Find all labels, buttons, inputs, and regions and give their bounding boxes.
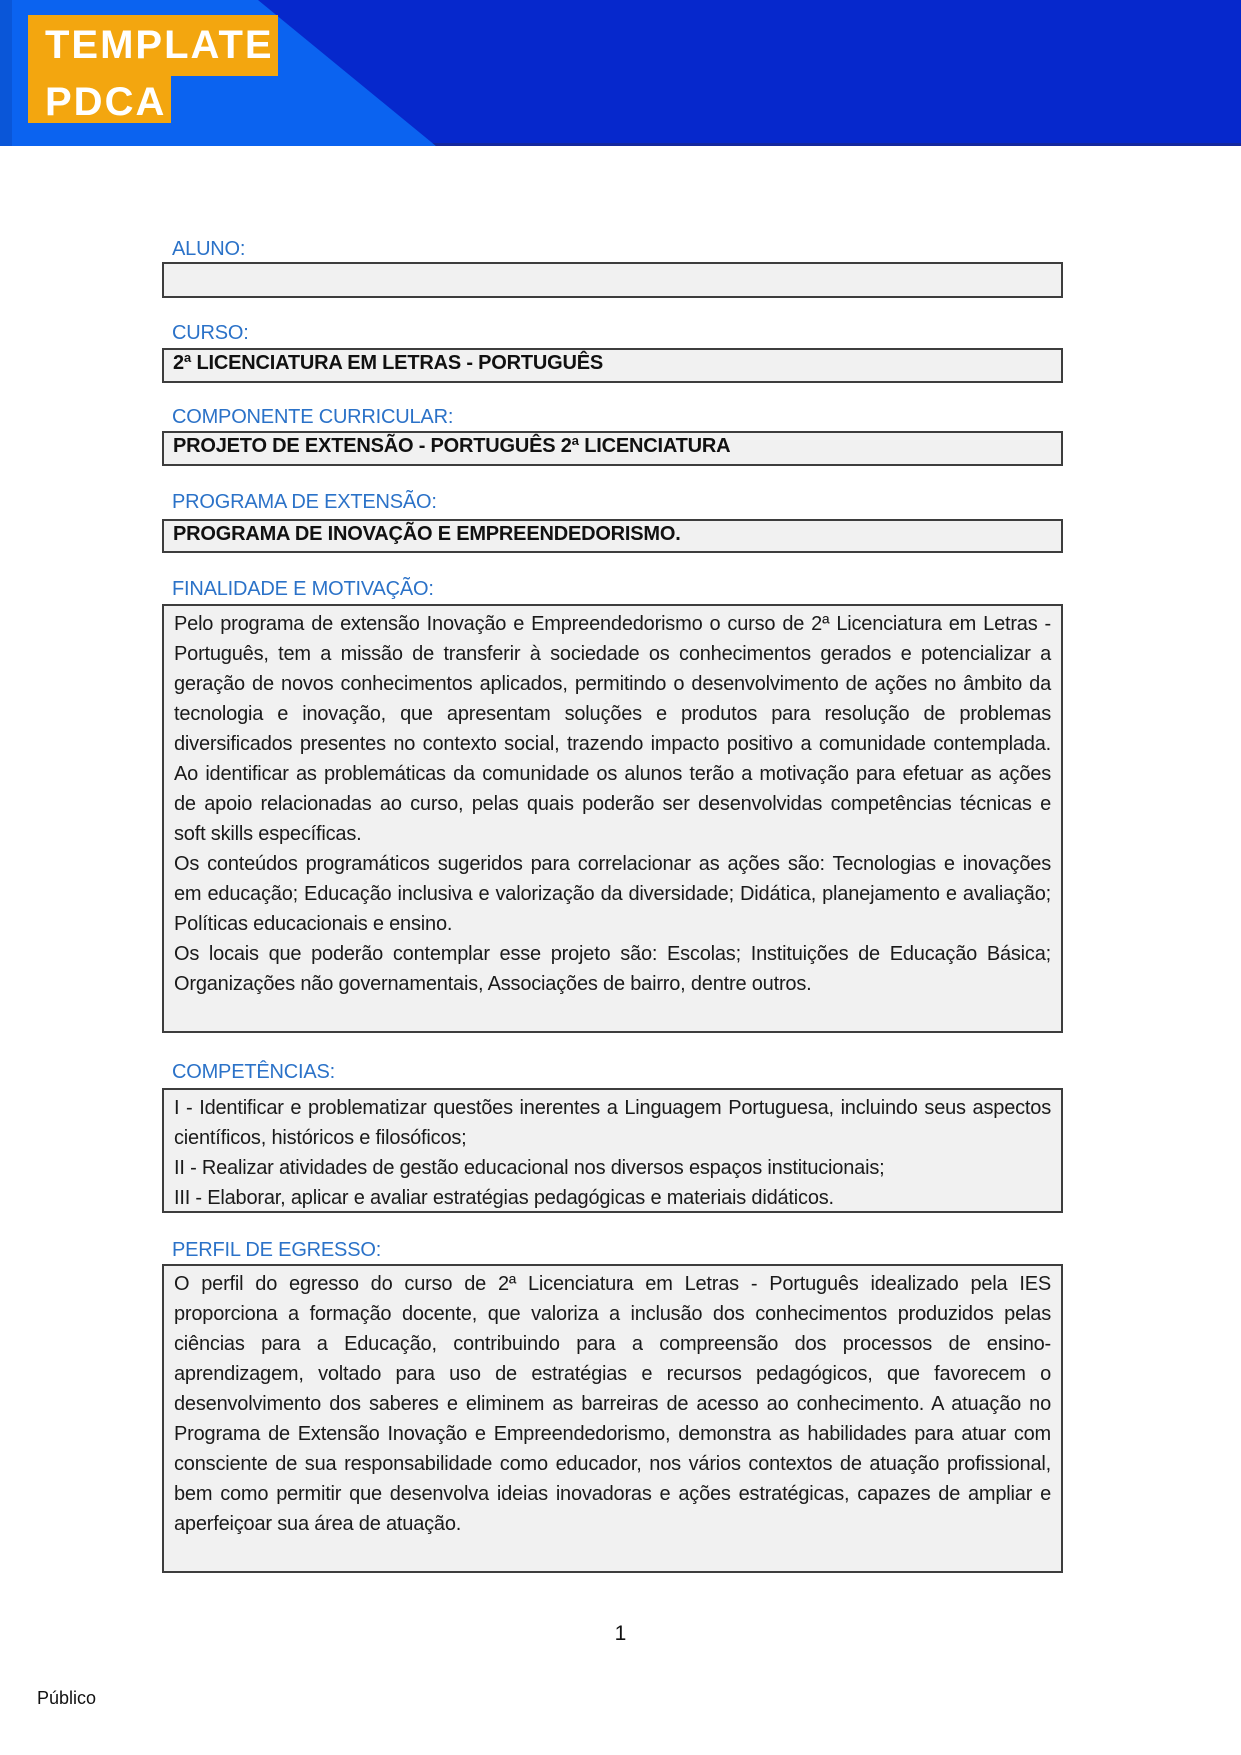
logo-text-pdca: PDCA [45, 80, 167, 124]
classification-label: Público [37, 1688, 97, 1708]
perfil-egresso-text-box[interactable] [162, 1264, 1063, 1573]
curso-label: CURSO: [172, 322, 249, 344]
finalidade-paragraph-2: Os conteúdos programáticos sugeridos para correlacionar as ações são: Tecnologias e inovações em educação; Educação inclusiva e valorização da diversidade; Didática, planejamento e avaliação; Políticas educacionais e ensino. [174, 853, 1051, 935]
finalidade-paragraph-3: Os locais que poderão contemplar esse projeto são: Escolas; Instituições de Educação Básica; Organizações não governamentais, Associações de bairro, dentre outros. [174, 943, 1051, 995]
aluno-label: ALUNO: [172, 238, 246, 260]
page-number: 1 [614, 1622, 627, 1645]
perfil-egresso-paragraph: O perfil do egresso do curso de 2ª Licenciatura em Letras - Português idealizado pela IES proporciona a formação docente, que valoriza a inclusão dos conhecimentos produzidos pelas ciências para a Educação, contribuindo para a compreensão dos processos de ensino-aprendizagem, voltado para uso de estratégias e recursos pedagógicos, que favorecem o desenvolvimento dos saberes e eliminem as barreiras de acesso ao conhecimento. A atuação no Programa de Extensão Inovação e Empreendedorismo, demonstra as habilidades para atuar com consciente de sua responsabilidade como educador, nos vários contextos de atuação profissional, bem como permitir que desenvolva ideias inovadoras e ações estratégicas, capazes de ampliar e aperfeiçoar sua área de atuação. [174, 1273, 1051, 1535]
logo-text-template: TEMPLATE [45, 23, 274, 67]
finalidade-label: FINALIDADE E MOTIVAÇÃO: [172, 578, 434, 600]
competencias-item-3: III - Elaborar, aplicar e avaliar estratégias pedagógicas e materiais didáticos. [174, 1187, 834, 1209]
header-banner [0, 0, 1241, 146]
competencias-text-box[interactable] [162, 1088, 1063, 1213]
componente-curricular-field[interactable]: PROJETO DE EXTENSÃO - PORTUGUÊS 2ª LICENCIATURA [162, 431, 1063, 466]
finalidade-paragraph-1: Pelo programa de extensão Inovação e Empreendedorismo o curso de 2ª Licenciatura em Letras - Português, tem a missão de transferir à sociedade os conhecimentos gerados e potencializar a geração de novos conhecimentos aplicados, permitindo o desenvolvimento de ações no âmbito da tecnologia e inovação, que apresentam soluções e produtos para resolução de problemas diversificados presentes no contexto social, trazendo impacto positivo a comunidade contemplada. Ao identificar as problemáticas da comunidade os alunos terão a motivação para efetuar as ações de apoio relacionadas ao curso, pelas quais poderão ser desenvolvidas competências técnicas e soft skills específicas. [174, 613, 1051, 845]
competencias-label: COMPETÊNCIAS: [172, 1061, 335, 1083]
competencias-item-2: II - Realizar atividades de gestão educacional nos diversos espaços institucionais; [174, 1157, 885, 1179]
competencias-item-1: I - Identificar e problematizar questões inerentes a Linguagem Portuguesa, incluindo seus aspectos científicos, históricos e filosóficos; [174, 1097, 1051, 1149]
banner-left-edge [0, 0, 12, 146]
aluno-field[interactable] [162, 262, 1063, 298]
programa-extensao-label: PROGRAMA DE EXTENSÃO: [172, 491, 437, 513]
curso-field[interactable]: 2ª LICENCIATURA EM LETRAS - PORTUGUÊS [162, 348, 1063, 383]
perfil-egresso-label: PERFIL DE EGRESSO: [172, 1239, 382, 1261]
finalidade-text-box[interactable] [162, 604, 1063, 1033]
programa-extensao-field[interactable]: PROGRAMA DE INOVAÇÃO E EMPREENDEDORISMO. [162, 519, 1063, 553]
componente-curricular-label: COMPONENTE CURRICULAR: [172, 406, 454, 428]
